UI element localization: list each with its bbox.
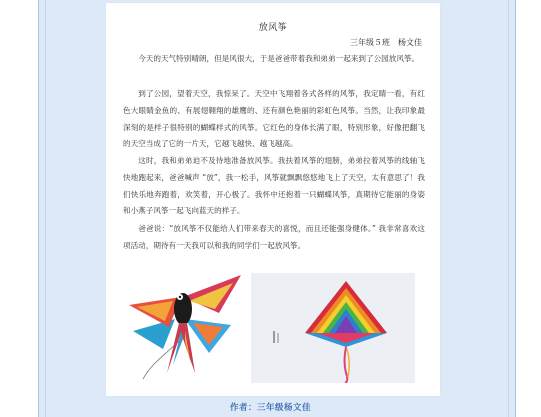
paragraph-1: 今天的天气特别晴朗，但是风很大，于是爸爸带着我和弟弟一起来到了公园放风筝。 [138, 54, 420, 63]
paragraph-2: 到了公园，望着天空，我惊呆了。天空中飞翔着各式各样的风筝，我定睛一看，有红色大眼睛金鱼的、有展翅翱翔的雄鹰的、还有颜色艳丽的彩虹色风筝。当然，让我印象最深刻的是样子很特别的蝴蝶样式的风筝。它红色的身体长满了眼，特别形象，好像把翻飞的天空当成了它的一片天，它越飞越快、越飞越高。 [123, 89, 425, 149]
document-page [106, 3, 440, 396]
paragraph-4: 爸爸说：“放风筝不仅能给人们带来春天的喜悦，而且还能强身健体。” 我非常喜欢这项活动，期待有一天我可以和我的同学们一起放风筝。 [123, 224, 425, 250]
document-byline: 三年级５班 杨文佳 [350, 38, 422, 47]
rainbow-kite-image [251, 273, 415, 383]
document-title: 放风筝 [258, 23, 288, 33]
swallow-kite-image [123, 261, 249, 387]
paragraph-3: 这时，我和弟弟迫不及待地准备放风筝。我扶着风筝的翅膀，弟弟拉着风筝的线轴飞快地跑起来，爸爸喊声 “放”，我一松手，风筝就飘飘悠悠地飞上了天空，太有意思了！我们快乐地奔跑着，欢笑着，开心极了。我怀中还抱着一只蝴蝶风筝，真期待它能丽的身姿和小燕子风筝一起飞向蓝天的样子。 [123, 156, 425, 216]
author-caption: 作者：三年级杨文佳 [229, 403, 311, 413]
